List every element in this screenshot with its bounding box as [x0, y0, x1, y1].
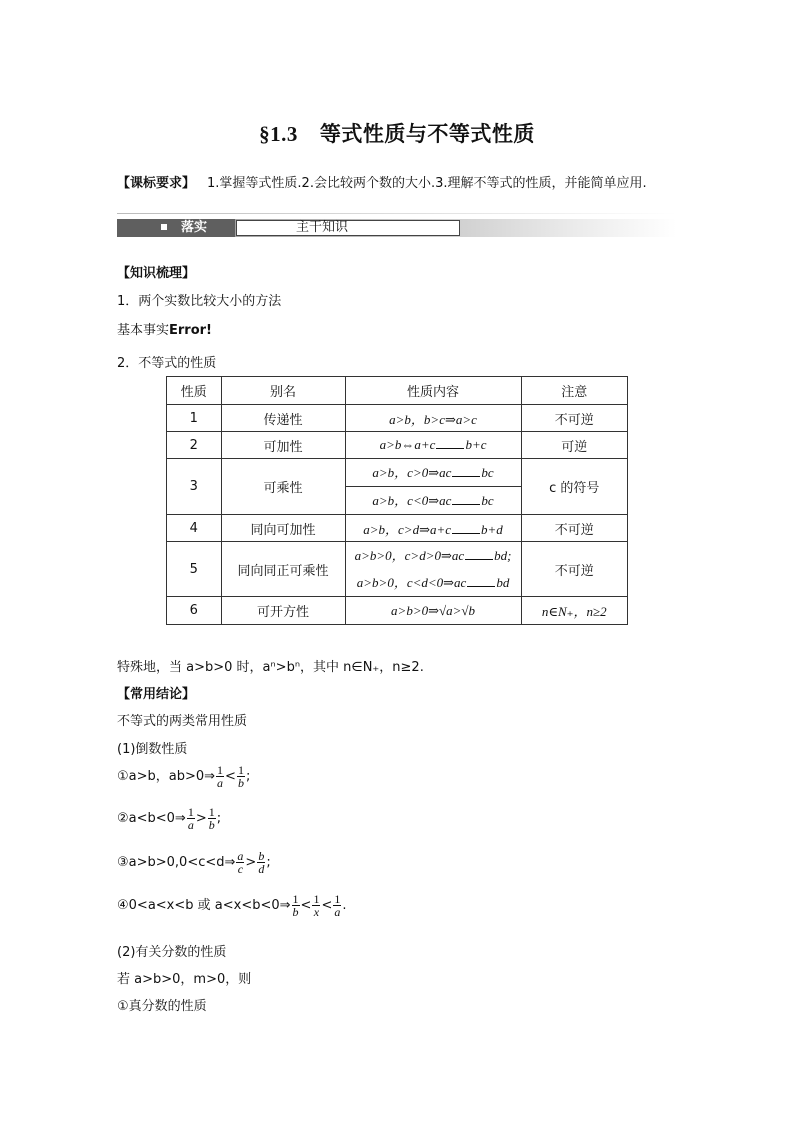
knowledge-item-2: 2．不等式的性质 [117, 356, 217, 371]
knowledge-item-1: 1．两个实数比较大小的方法 [117, 294, 282, 309]
table-header: 性质内容 [345, 377, 521, 405]
requirements-text: 1.掌握等式性质.2.会比较两个数的大小.3.理解不等式的性质，并能简单应用. [207, 176, 647, 191]
content-right: b+d [481, 521, 503, 537]
content-line [346, 487, 521, 514]
row-number: 2 [167, 432, 222, 459]
row-number: 1 [167, 405, 222, 432]
row-note: 不可逆 [521, 515, 627, 542]
denominator: c [237, 862, 244, 876]
table-header-row [167, 377, 628, 405]
numerator: 1 [313, 892, 320, 906]
row-alias: 可开方性 [221, 597, 345, 625]
fraction [236, 850, 244, 875]
fraction [333, 893, 341, 918]
content-left: a>b，c<0⇒ac [372, 493, 452, 508]
numerator: 1 [187, 805, 194, 819]
fill-blank [452, 493, 480, 505]
row-note: c 的符号 [521, 459, 627, 515]
page-title [0, 118, 794, 148]
relation: > [195, 811, 207, 826]
error-text: Error! [169, 323, 212, 338]
table-row [167, 515, 628, 542]
basic-fact-label: 基本事实 [117, 323, 170, 338]
table-row [167, 597, 628, 625]
knowledge-heading: 【知识梳理】 [117, 266, 196, 281]
table-row [167, 459, 628, 515]
content-right: bc [481, 465, 494, 480]
numerator: b [258, 849, 265, 863]
row-number: 5 [167, 542, 222, 597]
content-line [346, 542, 521, 569]
fraction [292, 893, 300, 918]
row-alias: 传递性 [221, 405, 345, 432]
row-alias: 可加性 [221, 432, 345, 459]
content-left: a>b⇔a+c [379, 437, 436, 452]
content-left: a>b，c>0⇒ac [372, 465, 452, 480]
content-right: bc [481, 493, 494, 508]
denominator: x [313, 905, 320, 919]
fraction [237, 764, 245, 789]
numerator: 1 [292, 892, 299, 906]
fraction [257, 850, 265, 875]
row-number: 6 [167, 597, 222, 625]
numerator: 1 [334, 892, 341, 906]
reciprocal-heading: (1)倒数性质 [117, 742, 188, 757]
content-right: b+c [465, 437, 487, 452]
row-note: 不可逆 [521, 542, 627, 597]
numerator: 1 [237, 763, 244, 777]
table-row [167, 405, 628, 432]
section-title: 等式性质与不等式性质 [319, 122, 535, 146]
content-right: bd; [494, 548, 512, 563]
relation: < [225, 769, 236, 784]
reciprocal-item-4 [117, 893, 347, 918]
row-number: 4 [167, 515, 222, 542]
row-content [345, 459, 521, 515]
table-row [167, 542, 628, 597]
fill-blank [452, 522, 480, 534]
row-alias: 可乘性 [221, 459, 345, 515]
proper-fraction-heading: ①真分数的性质 [117, 999, 207, 1014]
item-text: ③a>b>0,0<c<d⇒ [117, 855, 236, 870]
punctuation: ; [245, 769, 251, 784]
relation: > [245, 855, 257, 870]
reciprocal-item-2 [117, 806, 221, 831]
fill-blank [452, 465, 480, 477]
numerator: a [237, 849, 244, 863]
row-note: 不可逆 [521, 405, 627, 432]
numerator: 1 [208, 805, 215, 819]
punctuation: ; [216, 811, 222, 826]
fraction [312, 893, 320, 918]
content-right: bd [496, 575, 510, 590]
row-number: 3 [167, 459, 222, 515]
fraction [216, 764, 224, 789]
row-content [345, 515, 521, 542]
fraction-condition: 若 a>b>0，m>0，则 [117, 972, 252, 987]
knowledge-item-1-line [117, 319, 212, 338]
common-heading: 【常用结论】 [117, 687, 196, 702]
row-content [345, 542, 521, 597]
content-left: a>b>0，c>d>0⇒ac [354, 548, 465, 563]
denominator: a [187, 818, 194, 832]
fraction [208, 806, 216, 831]
numerator: 1 [217, 763, 224, 777]
section-number: §1.3 [259, 122, 298, 146]
fill-blank [436, 437, 464, 449]
row-note: 可逆 [521, 432, 627, 459]
row-alias: 同向同正可乘性 [221, 542, 345, 597]
content-line [346, 569, 521, 596]
content-line [346, 459, 521, 487]
denominator: a [334, 905, 341, 919]
square-bullet-icon [161, 224, 167, 230]
row-alias: 同向可加性 [221, 515, 345, 542]
reciprocal-item-1 [117, 764, 250, 789]
fraction-heading: (2)有关分数的性质 [117, 945, 227, 960]
denominator: a [217, 776, 224, 790]
table-header: 性质 [167, 377, 222, 405]
banner-label: 主干知识 [295, 220, 348, 235]
table-header: 注意 [521, 377, 627, 405]
denominator: b [292, 905, 299, 919]
requirements-tag: 【课标要求】 [117, 176, 196, 191]
row-content: a>b>0⇒√a>√b [345, 597, 521, 625]
banner-tab [117, 219, 235, 237]
banner-label-box [236, 220, 460, 236]
banner-tab-label: 落实 [181, 220, 208, 235]
item-text: ②a<b<0⇒ [117, 811, 186, 826]
content-left: a>b>0，c<d<0⇒ac [356, 575, 467, 590]
properties-table [166, 376, 628, 625]
table-header: 别名 [221, 377, 345, 405]
fill-blank [467, 575, 495, 587]
fraction [187, 806, 195, 831]
requirements [117, 172, 647, 191]
punctuation: ; [266, 855, 271, 870]
row-content [345, 432, 521, 459]
item-text: ④0<a<x<b 或 a<x<b<0⇒ [117, 898, 291, 913]
relation: < [321, 898, 333, 913]
content-left: a>b，c>d⇒a+c [363, 521, 452, 537]
denominator: b [208, 818, 215, 832]
relation: < [300, 898, 312, 913]
special-note: 特殊地，当 a>b>0 时，aⁿ>bⁿ，其中 n∈N₊，n≥2. [117, 660, 424, 675]
table-row [167, 432, 628, 459]
common-intro: 不等式的两类常用性质 [117, 714, 248, 729]
denominator: b [237, 776, 244, 790]
row-content: a>b，b>c⇒a>c [345, 405, 521, 432]
reciprocal-item-3 [117, 850, 271, 875]
row-note: n∈N₊，n≥2 [521, 597, 627, 625]
punctuation: . [342, 898, 347, 913]
fill-blank [465, 548, 493, 560]
denominator: d [258, 862, 265, 876]
banner-rule [117, 213, 677, 214]
item-text: ①a>b，ab>0⇒ [117, 769, 216, 784]
section-banner [117, 219, 677, 237]
